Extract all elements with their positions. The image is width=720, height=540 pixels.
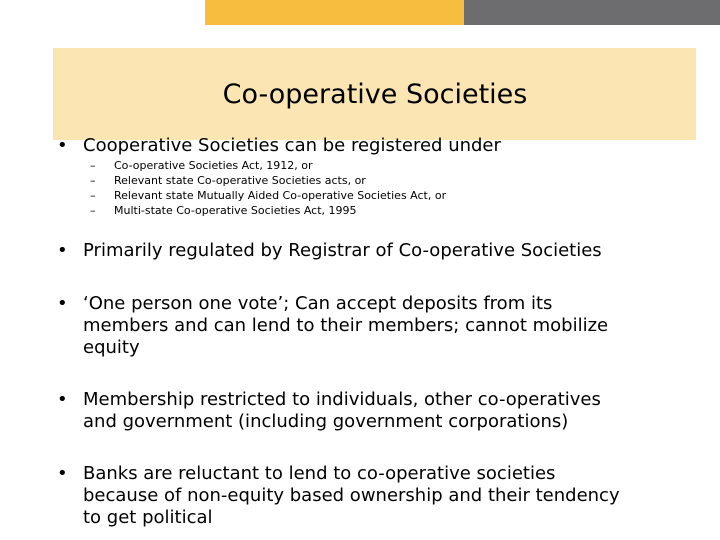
bullet-item-1 [57,135,697,157]
bullet-text: Membership restricted to individuals, other co-operatives and government (including government corporations) [83,389,601,432]
bullet-item-2 [57,240,697,262]
bullet-text: Cooperative Societies can be registered under [83,135,501,156]
bullet-text: Primarily regulated by Registrar of Co-operative Societies [83,240,602,261]
bullet-item-5 [57,463,697,529]
bullet-item-3 [57,293,697,359]
bullet-item-4 [57,389,697,433]
bullet-dot: • [57,293,68,314]
dash-marker: – [90,159,96,172]
sub-list-text: Relevant state Co-operative Societies acts, or [114,174,366,187]
bullet-dot: • [57,463,68,484]
bullet-text: Banks are reluctant to lend to co-operative societies because of non-equity based ownership and their tendency to get political [83,463,620,528]
slide-title: Co-operative Societies [222,79,528,110]
sub-list-text: Relevant state Mutually Aided Co-operative Societies Act, or [114,189,447,202]
bullet-dot: • [57,240,68,261]
bullet-dot: • [57,135,68,156]
bullet-text: ‘One person one vote’; Can accept deposits from its members and can lend to their members; cannot mobilize equity [83,293,609,358]
dash-marker: – [90,204,96,217]
sub-list-text: Multi-state Co-operative Societies Act, 1995 [114,204,357,217]
dash-marker: – [90,174,96,187]
bullet-dot: • [57,389,68,410]
dash-marker: – [90,189,96,202]
sub-list-text: Co-operative Societies Act, 1912, or [114,159,313,172]
